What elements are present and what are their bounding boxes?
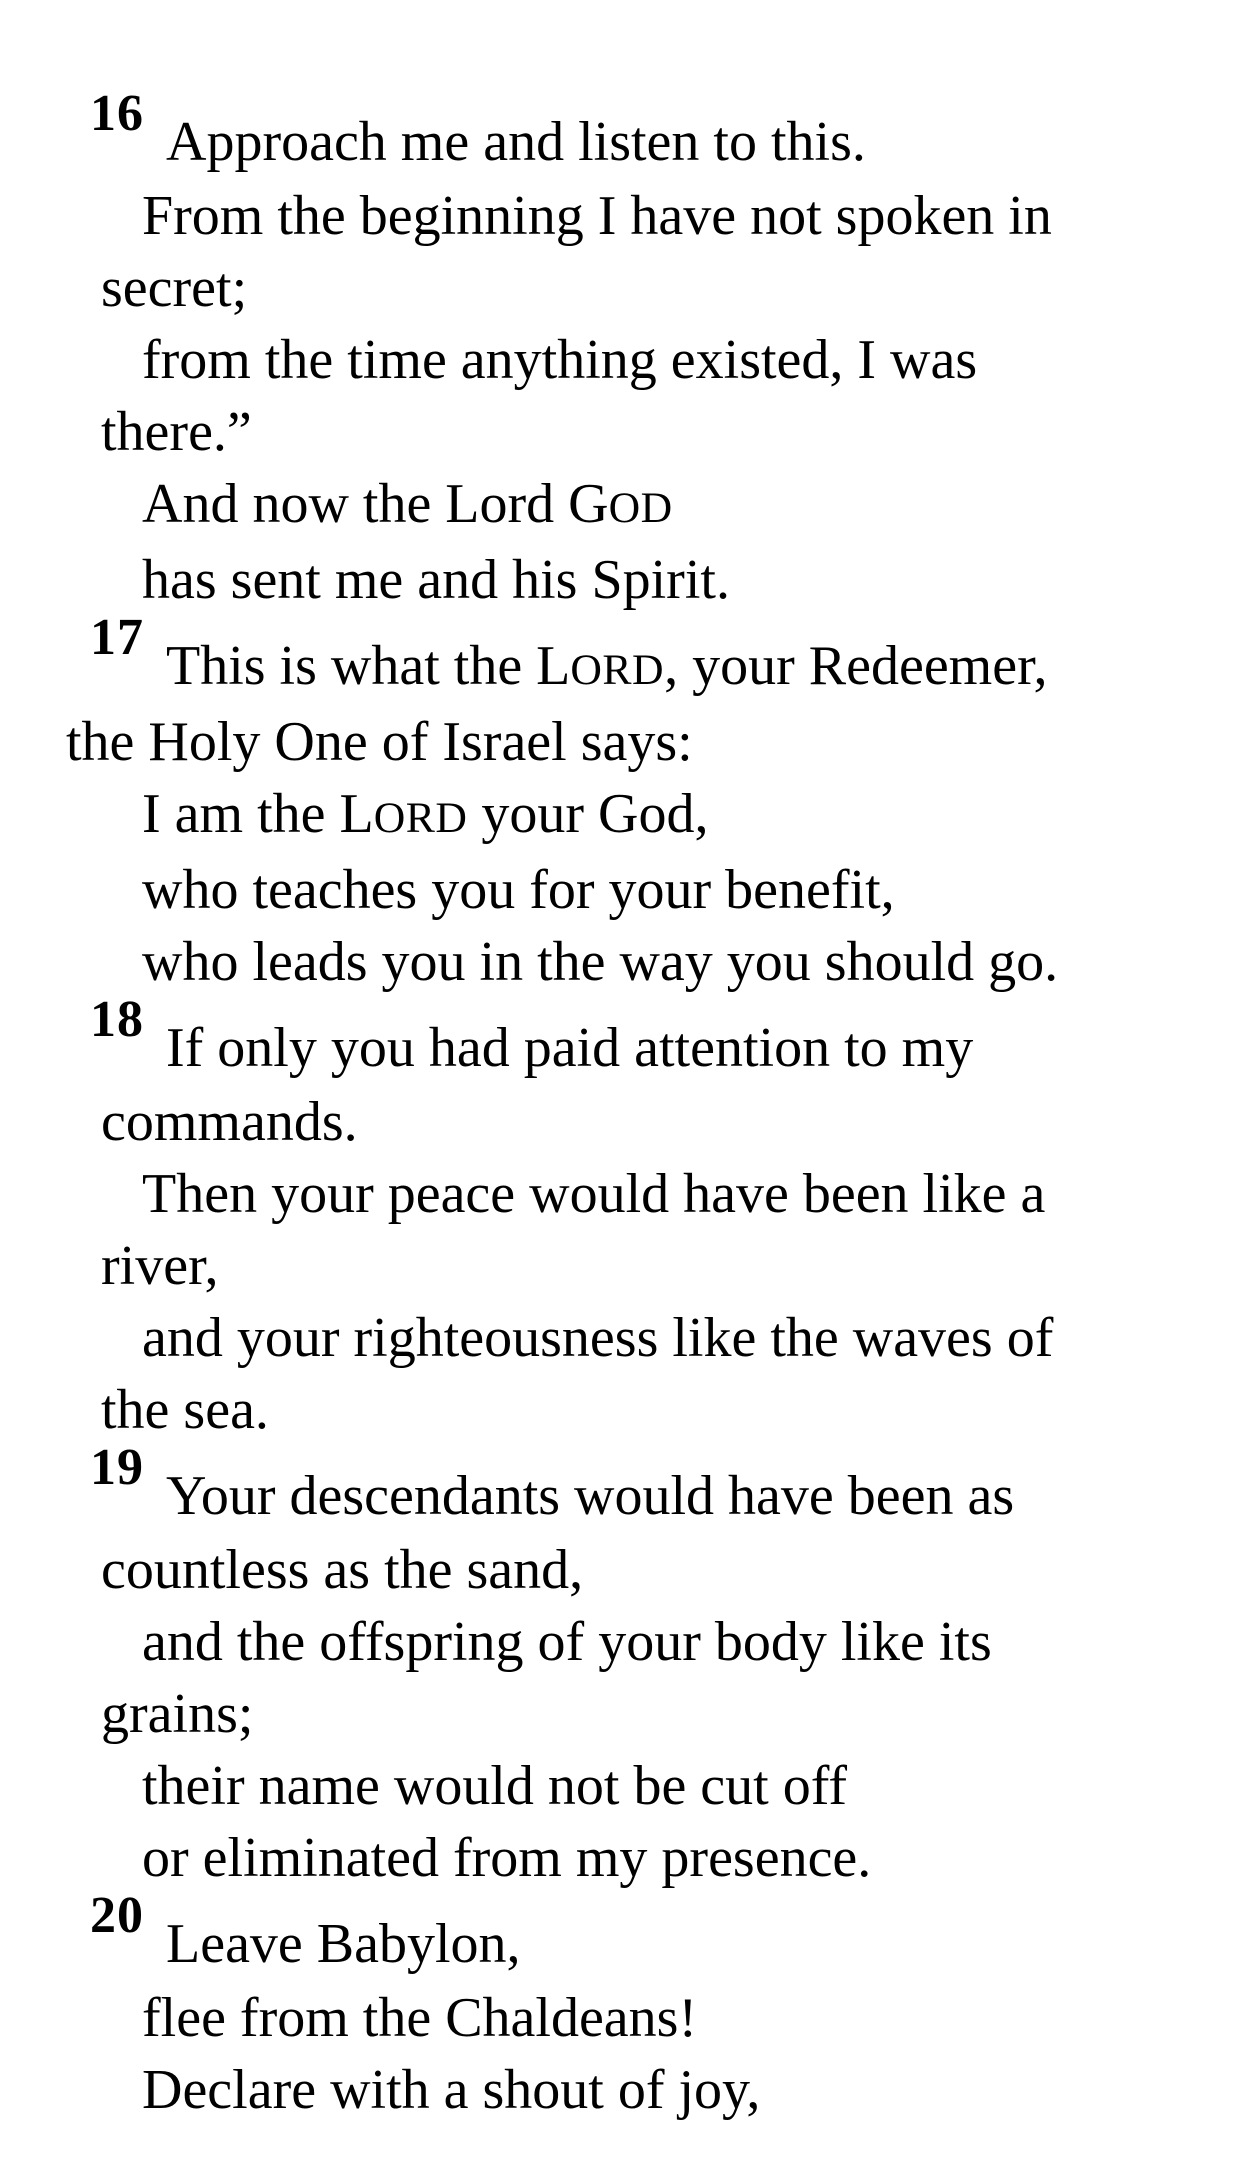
line-text: Approach me and listen to this. [166,111,866,173]
wrap-line [0,1230,1242,1302]
wrap-line [0,706,1242,778]
divine-name-smallcaps: ORD [373,794,468,842]
line-text: Declare with a shout of joy, [142,2059,761,2121]
wrap-line [0,252,1242,324]
line-text: has sent me and his Spirit. [142,549,730,611]
verse-number: 19 [90,1439,144,1496]
line-text: the Holy One of Israel says: [66,711,693,773]
line-text: commands. [101,1091,358,1153]
wrap-line [0,1678,1242,1750]
poetry-line [0,1982,1242,2054]
divine-name-smallcaps: ORD [570,646,665,694]
line-text: secret; [101,257,248,319]
line-text: flee from the Chaldeans! [142,1987,698,2049]
verse-number: 20 [90,1887,144,1944]
poetry-line [0,544,1242,616]
verse-start-line [0,1439,1242,1534]
verse-start-line [0,1887,1242,1982]
line-text: This is what the LORD, your Redeemer, [166,635,1048,697]
wrap-line [0,1086,1242,1158]
line-text: Your descendants would have been as [166,1465,1015,1527]
poetry-line [0,468,1242,544]
line-text: their name would not be cut off [142,1755,848,1817]
poetry-line [0,926,1242,998]
wrap-line [0,1374,1242,1446]
line-text: river, [101,1235,219,1297]
poetry-line [0,180,1242,252]
verse-number: 18 [90,991,144,1048]
line-text: there.” [101,401,252,463]
verse-number: 17 [90,609,144,666]
line-text: I am the LORD your God, [142,783,709,845]
verse-start-line [0,85,1242,180]
poetry-line [0,324,1242,396]
poetry-line [0,1822,1242,1894]
line-text: and the offspring of your body like its [142,1611,992,1673]
line-text: From the beginning I have not spoken in [142,185,1052,247]
poetry-line [0,1302,1242,1374]
line-text: or eliminated from my presence. [142,1827,872,1889]
line-text: grains; [101,1683,254,1745]
scripture-text [0,85,1242,2126]
line-text: who teaches you for your benefit, [142,859,895,921]
poetry-line [0,1158,1242,1230]
line-text: countless as the sand, [101,1539,584,1601]
verse-start-line [0,609,1242,706]
poetry-line [0,854,1242,926]
verse-start-line [0,991,1242,1086]
poetry-line [0,1606,1242,1678]
poetry-line [0,1750,1242,1822]
line-text: Then your peace would have been like a [142,1163,1046,1225]
poetry-line [0,778,1242,854]
line-text: the sea. [101,1379,269,1441]
line-text: And now the Lord GOD [142,473,673,535]
poetry-line [0,2054,1242,2126]
line-text: from the time anything existed, I was [142,329,978,391]
divine-name-smallcaps: OD [608,484,673,532]
line-text: who leads you in the way you should go. [142,931,1059,993]
wrap-line [0,1534,1242,1606]
line-text: Leave Babylon, [166,1913,521,1975]
line-text: If only you had paid attention to my [166,1017,974,1079]
wrap-line [0,396,1242,468]
verse-number: 16 [90,85,144,142]
line-text: and your righteousness like the waves of [142,1307,1054,1369]
